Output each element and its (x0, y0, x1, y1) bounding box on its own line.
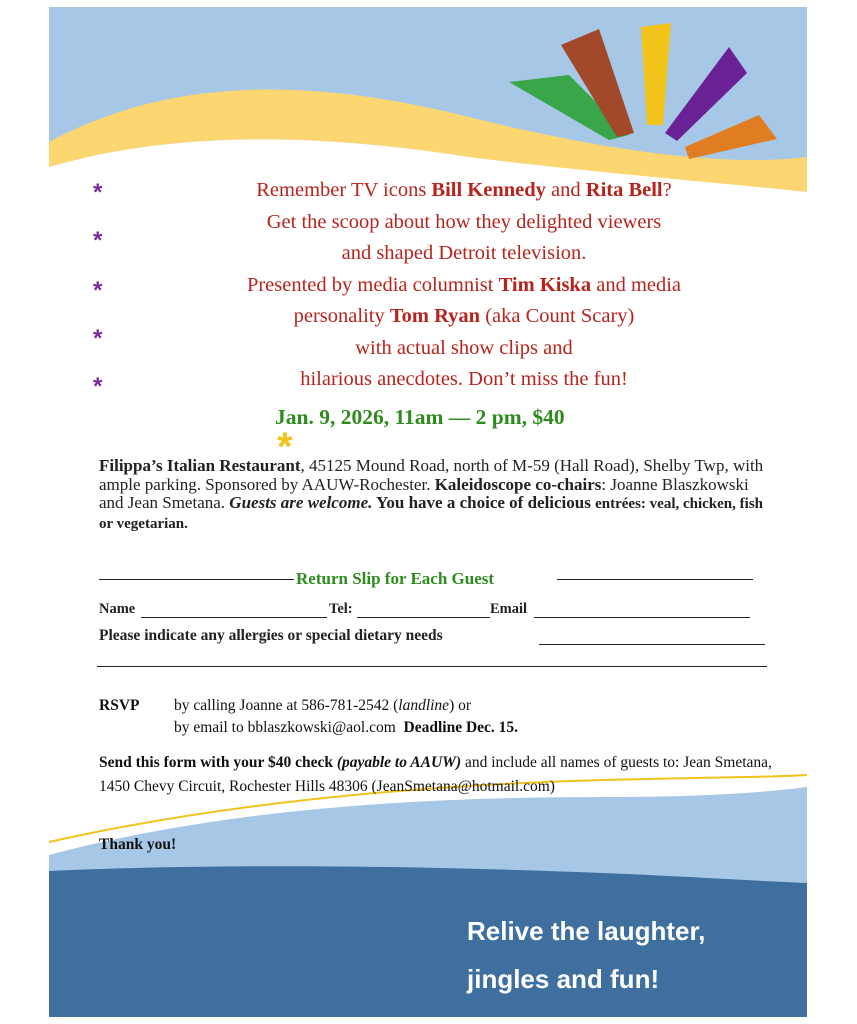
email-field[interactable] (534, 617, 750, 618)
intro-line: and shaped Detroit television. (341, 242, 587, 264)
flyer-page (49, 7, 807, 1017)
rsvp-label: RSVP (99, 697, 140, 714)
name-label: Name (99, 601, 136, 617)
allergies-field[interactable] (539, 644, 765, 645)
yellow-star-icon: * (277, 425, 293, 469)
venue-details: Filippa’s Italian Restaurant, 45125 Mound Road, north of M-59 (Hall Road), Shelby Twp, with ample parking. Sponsored by AAUW-Rochester. Kaleidoscope co-chairs: Joanne Blaszkowski and Jean Smetana. Guests are welcome. You have a choice of delicious entrées: veal, chicken, fish or vegetarian. (99, 456, 764, 532)
intro-line: Get the scoop about how they delighted viewers (266, 210, 662, 233)
rsvp-row (99, 695, 518, 717)
intro-text (149, 175, 779, 396)
send-instructions: Send this form with your $40 check (payable to AAUW) and include all names of guests to: Jean Smetana, 1450 Chevy Circuit, Rochester Hills 48306 (JeanSmetana@hotmail.com) (99, 754, 772, 795)
name-field[interactable] (141, 617, 327, 618)
allergies-label: Please indicate any allergies or special dietary needs (99, 627, 443, 644)
intro-line: personality Tom Ryan (aka Count Scary) (293, 305, 635, 327)
tel-label: Tel: (329, 601, 353, 617)
intro-line: with actual show clips and (355, 336, 573, 359)
event-date: Jan. 9, 2026, 11am — 2 pm, $40 (275, 405, 565, 429)
purple-star-icon: * (93, 325, 103, 352)
rsvp-deadline: Deadline Dec. 15. (403, 719, 519, 736)
tel-field[interactable] (357, 617, 490, 618)
purple-star-icon: * (93, 277, 103, 304)
email-label: Email (490, 601, 528, 617)
intro-line: hilarious anecdotes. Don’t miss the fun! (300, 368, 628, 390)
rsvp-line2: by email to bblaszkowski@aol.com Deadline Dec. 15. (174, 719, 519, 736)
slip-rule-left (99, 579, 294, 580)
purple-star-icon: * (93, 373, 103, 400)
purple-star-icon: * (93, 227, 103, 254)
slip-title: Return Slip for Each Guest (296, 569, 495, 588)
tagline-line1: Relive the laughter, (467, 916, 706, 946)
tagline-line2: jingles and fun! (467, 964, 660, 994)
purple-star-icon: * (93, 179, 103, 206)
rsvp-block (99, 695, 518, 739)
intro-line: Remember TV icons Bill Kennedy and Rita Bell? (256, 179, 672, 201)
allergies-field-line2[interactable] (97, 666, 767, 667)
intro-line: Presented by media columnist Tim Kiska and media (246, 273, 682, 296)
rsvp-line1: by calling Joanne at 586-781-2542 (landline) or (174, 697, 472, 714)
slip-rule-right (557, 579, 753, 580)
thank-you: Thank you! (99, 836, 177, 853)
tagline (467, 907, 705, 1003)
